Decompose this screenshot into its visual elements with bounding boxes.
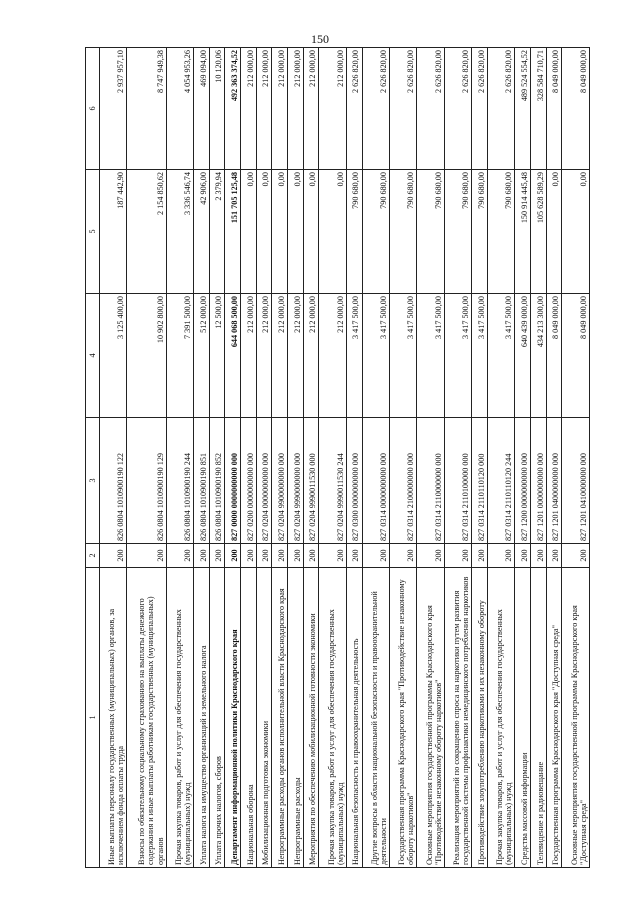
row-description: Прочая закупка товаров, работ и услуг для обеспечения государственных (муниципальных) нужд	[166, 568, 193, 868]
row-budget-classification: 827 0314 2110100000 000	[444, 418, 471, 544]
row-remaining-amount: 2 626 820,00	[488, 48, 515, 170]
row-description: Средства массовой информации	[515, 568, 531, 868]
row-executed-amount: 2 379,94	[209, 170, 225, 294]
row-remaining-amount: 212 000,00	[319, 48, 346, 170]
row-description: Телевидение и радиовещание	[531, 568, 547, 868]
row-description: Государственная программа Краснодарского края "Доступная среда"	[546, 568, 562, 868]
row-executed-amount: 0,00	[256, 170, 272, 294]
row-executed-amount: 0,00	[303, 170, 319, 294]
row-approved-amount: 212 000,00	[319, 294, 346, 418]
row-executed-amount: 0,00	[272, 170, 288, 294]
row-approved-amount: 3 417 500,00	[362, 294, 389, 418]
row-description: Другие вопросы в области национальной безопасности и правоохранительной деятельности	[362, 568, 389, 868]
table-row	[127, 48, 166, 868]
row-code: 200	[209, 544, 225, 568]
row-description: Прочая закупка товаров, работ и услуг для обеспечения государственных (муниципальных) нужд	[319, 568, 346, 868]
row-approved-amount: 644 068 500,00	[225, 294, 241, 418]
row-description: Прочая закупка товаров, работ и услуг для обеспечения государственных (муниципальных) нужд	[488, 568, 515, 868]
row-approved-amount: 8 049 000,00	[546, 294, 562, 418]
row-budget-classification: 827 1200 0000000000 000	[515, 418, 531, 544]
row-remaining-amount: 212 000,00	[256, 48, 272, 170]
row-remaining-amount: 8 747 949,38	[127, 48, 166, 170]
row-description: Основные мероприятия государственной программы Краснодарского края "Доступная среда"	[562, 568, 590, 868]
row-budget-classification: 827 0000 0000000000 000	[225, 418, 241, 544]
row-code: 200	[194, 544, 210, 568]
row-description: Непрограммные расходы	[288, 568, 304, 868]
row-code: 200	[100, 544, 127, 568]
table-row	[389, 48, 416, 868]
row-approved-amount: 3 417 500,00	[444, 294, 471, 418]
table-row	[531, 48, 547, 868]
row-budget-classification: 827 0314 2110110120 244	[488, 418, 515, 544]
row-description: Национальная оборона	[241, 568, 257, 868]
row-code: 200	[166, 544, 193, 568]
row-budget-classification: 826 0804 1010900190 122	[100, 418, 127, 544]
table-row	[100, 48, 127, 868]
row-remaining-amount: 8 049 000,00	[562, 48, 590, 170]
row-description: Иные выплаты персоналу государственных (муниципальных) органов, за исключением фонда оплаты труда	[100, 568, 127, 868]
row-approved-amount: 3 417 500,00	[389, 294, 416, 418]
row-remaining-amount: 4 054 953,26	[166, 48, 193, 170]
row-remaining-amount: 212 000,00	[241, 48, 257, 170]
row-executed-amount: 151 705 125,48	[225, 170, 241, 294]
page-number: 150	[311, 32, 329, 46]
table-header-row	[86, 48, 100, 868]
row-code: 200	[417, 544, 444, 568]
row-code: 200	[127, 544, 166, 568]
row-budget-classification: 827 0204 9990000000 000	[288, 418, 304, 544]
row-approved-amount: 3 417 500,00	[417, 294, 444, 418]
row-code: 200	[546, 544, 562, 568]
row-approved-amount: 212 000,00	[272, 294, 288, 418]
row-remaining-amount: 469 094,00	[194, 48, 210, 170]
row-remaining-amount: 492 363 374,52	[225, 48, 241, 170]
rotated-table-container	[85, 48, 590, 868]
row-executed-amount: 790 680,00	[417, 170, 444, 294]
row-code: 200	[288, 544, 304, 568]
column-header: 5	[86, 170, 100, 294]
row-code: 200	[389, 544, 416, 568]
row-executed-amount: 3 336 546,74	[166, 170, 193, 294]
row-remaining-amount: 212 000,00	[288, 48, 304, 170]
row-budget-classification: 827 0314 0000000000 000	[362, 418, 389, 544]
row-executed-amount: 187 442,90	[100, 170, 127, 294]
row-executed-amount: 0,00	[546, 170, 562, 294]
table-row	[346, 48, 362, 868]
row-remaining-amount: 2 626 820,00	[346, 48, 362, 170]
row-executed-amount: 42 906,00	[194, 170, 210, 294]
column-header: 2	[86, 544, 100, 568]
row-code: 200	[472, 544, 488, 568]
row-budget-classification: 827 0300 0000000000 000	[346, 418, 362, 544]
column-header: 4	[86, 294, 100, 418]
row-remaining-amount: 2 626 820,00	[389, 48, 416, 170]
column-header: 3	[86, 418, 100, 544]
table-row	[562, 48, 590, 868]
row-budget-classification: 826 0804 1010900190 851	[194, 418, 210, 544]
table-row	[472, 48, 488, 868]
table-row	[362, 48, 389, 868]
row-budget-classification: 827 0204 0000000000 000	[256, 418, 272, 544]
row-executed-amount: 105 628 589,29	[531, 170, 547, 294]
row-code: 200	[303, 544, 319, 568]
row-approved-amount: 10 902 800,00	[127, 294, 166, 418]
row-budget-classification: 827 1201 0410000000 000	[562, 418, 590, 544]
row-approved-amount: 7 391 500,00	[166, 294, 193, 418]
row-executed-amount: 0,00	[288, 170, 304, 294]
row-code: 200	[362, 544, 389, 568]
column-header: 6	[86, 48, 100, 170]
table-row	[225, 48, 241, 868]
row-approved-amount: 3 125 400,00	[100, 294, 127, 418]
row-description: Национальная безопасность и правоохранительная деятельность	[346, 568, 362, 868]
row-executed-amount: 790 680,00	[444, 170, 471, 294]
column-header: 1	[86, 568, 100, 868]
row-code: 200	[256, 544, 272, 568]
row-remaining-amount: 212 000,00	[272, 48, 288, 170]
table-row	[444, 48, 471, 868]
row-description: Реализация мероприятий по сокращению спроса на наркотики путем развития государственной системы профилактики немедицинского потребления наркотиков	[444, 568, 471, 868]
row-approved-amount: 12 500,00	[209, 294, 225, 418]
row-executed-amount: 790 680,00	[472, 170, 488, 294]
row-executed-amount: 790 680,00	[488, 170, 515, 294]
row-budget-classification: 826 0804 1010900190 129	[127, 418, 166, 544]
row-approved-amount: 3 417 500,00	[488, 294, 515, 418]
row-description: Уплата прочих налогов, сборов	[209, 568, 225, 868]
table-row	[241, 48, 257, 868]
row-budget-classification: 827 0204 9900000000 000	[272, 418, 288, 544]
row-budget-classification: 826 0804 1010900190 852	[209, 418, 225, 544]
row-remaining-amount: 2 937 957,10	[100, 48, 127, 170]
row-executed-amount: 2 154 850,62	[127, 170, 166, 294]
row-executed-amount: 790 680,00	[389, 170, 416, 294]
row-description: Департамент информационной политики Краснодарского края	[225, 568, 241, 868]
budget-table	[85, 47, 590, 868]
row-code: 200	[272, 544, 288, 568]
table-row	[166, 48, 193, 868]
row-description: Основные мероприятия государственной программы Краснодарского края "Противодействие незаконному обороту наркотиков"	[417, 568, 444, 868]
row-budget-classification: 827 0314 2100000000 000	[389, 418, 416, 544]
row-approved-amount: 212 000,00	[241, 294, 257, 418]
row-code: 200	[531, 544, 547, 568]
row-approved-amount: 434 213 300,00	[531, 294, 547, 418]
row-remaining-amount: 212 000,00	[303, 48, 319, 170]
row-executed-amount: 0,00	[319, 170, 346, 294]
row-code: 200	[562, 544, 590, 568]
row-remaining-amount: 489 524 554,52	[515, 48, 531, 170]
row-budget-classification: 827 0314 2110000000 000	[417, 418, 444, 544]
row-code: 200	[319, 544, 346, 568]
table-row	[319, 48, 346, 868]
table-row	[515, 48, 531, 868]
table-row	[417, 48, 444, 868]
table-row	[303, 48, 319, 868]
row-executed-amount: 0,00	[241, 170, 257, 294]
row-code: 200	[241, 544, 257, 568]
row-budget-classification: 827 0200 0000000000 000	[241, 418, 257, 544]
row-remaining-amount: 2 626 820,00	[472, 48, 488, 170]
row-budget-classification: 827 0204 9990011530 000	[303, 418, 319, 544]
row-description: Государственная программа Краснодарского края "Противодействие незаконному обороту наркотиков"	[389, 568, 416, 868]
table-row	[209, 48, 225, 868]
row-executed-amount: 0,00	[562, 170, 590, 294]
row-executed-amount: 790 680,00	[362, 170, 389, 294]
table-row	[256, 48, 272, 868]
row-approved-amount: 640 439 000,00	[515, 294, 531, 418]
row-remaining-amount: 2 626 820,00	[444, 48, 471, 170]
row-description: Взносы по обязательному социальному страхованию на выплаты денежного содержания и иные выплаты работникам государственных (муниципальных) органов	[127, 568, 166, 868]
row-executed-amount: 790 680,00	[346, 170, 362, 294]
row-remaining-amount: 328 584 710,71	[531, 48, 547, 170]
rotated-table-frame	[85, 48, 590, 868]
row-remaining-amount: 2 626 820,00	[362, 48, 389, 170]
row-remaining-amount: 10 120,06	[209, 48, 225, 170]
row-approved-amount: 3 417 500,00	[346, 294, 362, 418]
table-row	[288, 48, 304, 868]
row-code: 200	[225, 544, 241, 568]
table-row	[194, 48, 210, 868]
row-budget-classification: 827 0314 2110110120 000	[472, 418, 488, 544]
row-description: Уплата налога на имущество организаций и земельного налога	[194, 568, 210, 868]
row-description: Мобилизационная подготовка экономики	[256, 568, 272, 868]
row-executed-amount: 150 914 445,48	[515, 170, 531, 294]
row-code: 200	[515, 544, 531, 568]
row-code: 200	[488, 544, 515, 568]
table-row	[272, 48, 288, 868]
row-approved-amount: 512 000,00	[194, 294, 210, 418]
table-row	[546, 48, 562, 868]
row-approved-amount: 212 000,00	[303, 294, 319, 418]
row-code: 200	[346, 544, 362, 568]
row-budget-classification: 826 0804 1010900190 244	[166, 418, 193, 544]
row-code: 200	[444, 544, 471, 568]
row-description: Непрограммные расходы органов исполнительной власти Краснодарского края	[272, 568, 288, 868]
row-approved-amount: 212 000,00	[288, 294, 304, 418]
row-remaining-amount: 2 626 820,00	[417, 48, 444, 170]
row-remaining-amount: 8 049 000,00	[546, 48, 562, 170]
table-row	[488, 48, 515, 868]
row-description: Противодействие злоупотреблению наркотиками и их незаконному обороту	[472, 568, 488, 868]
row-approved-amount: 212 000,00	[256, 294, 272, 418]
row-budget-classification: 827 1201 0400000000 000	[546, 418, 562, 544]
row-budget-classification: 827 0204 9990011530 244	[319, 418, 346, 544]
row-approved-amount: 3 417 500,00	[472, 294, 488, 418]
row-approved-amount: 8 049 000,00	[562, 294, 590, 418]
row-budget-classification: 827 1201 0000000000 000	[531, 418, 547, 544]
row-description: Мероприятия по обеспечению мобилизационной готовности экономики	[303, 568, 319, 868]
